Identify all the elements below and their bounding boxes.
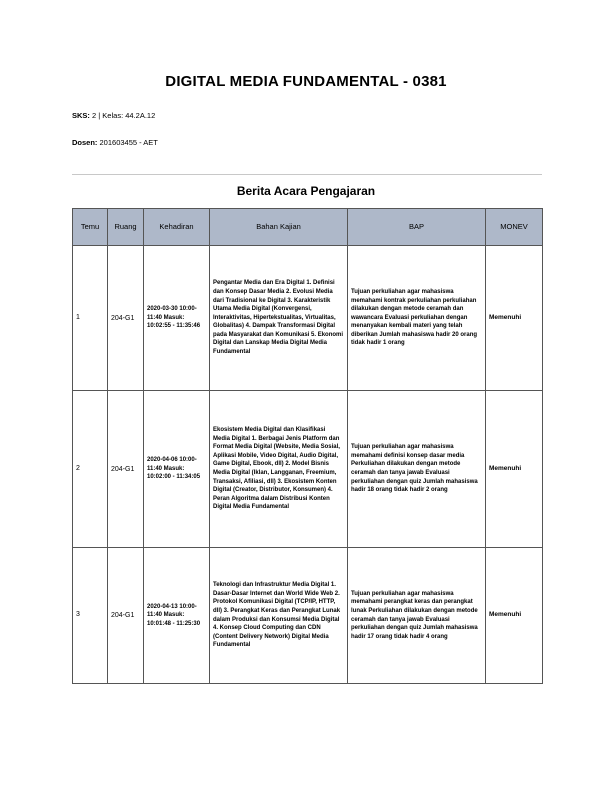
cell-ruang: 204-G1 [108,548,144,684]
header-ruang: Ruang [108,209,144,246]
table-header-row [73,209,543,246]
cell-ruang: 204-G1 [108,246,144,391]
cell-bahan-kajian: Teknologi dan Infrastruktur Media Digital 1. Dasar-Dasar Internet dan World Wide Web 2. Protokol Komunikasi Digital (TCP/IP, HTTP, dll) 3. Perangkat Keras dan Perangkat Lunak dalam Produksi dan Konsumsi Media Digital 4. Konsep Cloud Computing dan CDN (Content Delivery Network) Digital Media Fundamental [210,548,348,684]
dosen-value: 201603455 - AET [99,138,158,147]
dosen-line [72,138,158,147]
cell-bap: Tujuan perkuliahan agar mahasiswa memahami perangkat keras dan perangkat lunak Perkuliahan dilakukan dengan metode ceramah dan tanya jawab Evaluasi perkuliahan dengan quiz Jumlah mahasiswa hadir 17 orang tidak hadir 4 orang [348,548,486,684]
cell-temu: 2 [73,391,108,548]
cell-monev: Memenuhi [486,391,543,548]
sks-label: SKS: [72,111,90,120]
table-row [73,548,543,684]
document-title: DIGITAL MEDIA FUNDAMENTAL - 0381 [165,73,447,90]
dosen-label: Dosen: [72,138,98,147]
cell-temu: 1 [73,246,108,391]
cell-monev: Memenuhi [486,548,543,684]
section-title: Berita Acara Pengajaran [236,184,376,198]
cell-kehadiran: 2020-04-06 10:00-11:40 Masuk: 10:02:00 - 11:34:05 [144,391,210,548]
cell-temu: 3 [73,548,108,684]
cell-bap: Tujuan perkuliahan agar mahasiswa memahami kontrak perkuliahan perkuliahan dilakukan dengan metode ceramah dan wawancara Evaluasi perkuliahan dengan menanyakan kembali materi yang telah diberikan Jumlah mahasiswa hadir 20 orang tidak hadir 1 orang [348,246,486,391]
cell-bahan-kajian: Pengantar Media dan Era Digital 1. Definisi dan Konsep Dasar Media 2. Evolusi Media dari Tradisional ke Digital 3. Karakteristik Utama Media Digital (Konvergensi, Interaktivitas, Hipertekstualitas, Virtualitas, Globalitas) 4. Dampak Transformasi Digital pada Masyarakat dan Komunikasi 5. Ekonomi Digital dan Lanskap Media Digital Media Fundamental [210,246,348,391]
sks-kelas-value: 2 | Kelas: 44.2A.12 [92,111,156,120]
cell-bahan-kajian: Ekosistem Media Digital dan Klasifikasi Media Digital 1. Berbagai Jenis Platform dan Format Media Digital (Website, Media Sosial, Aplikasi Mobile, Video Digital, Audio Digital, Game Digital, Ebook, dll) 2. Model Bisnis Media Digital (Iklan, Langganan, Freemium, Transaksi, Afiliasi, dll) 3. Ekosistem Konten Digital (Creator, Distributor, Konsumen) 4. Peran Algoritma dalam Distribusi Konten Digital Media Fundamental [210,391,348,548]
header-monev: MONEV [486,209,543,246]
cell-bap: Tujuan perkuliahan agar mahasiswa memahami definisi konsep dasar media Perkuliahan dilakukan dengan metode ceramah dan tanya jawab Evaluasi perkuliahan dengan quiz Jumlah mahasiswa hadir 18 orang tidak hadir 2 orang [348,391,486,548]
sks-kelas-line [72,111,155,120]
bap-table [72,208,543,684]
table-row [73,391,543,548]
cell-ruang: 204-G1 [108,391,144,548]
divider [72,174,542,175]
header-kehadiran: Kehadiran [144,209,210,246]
header-bahan-kajian: Bahan Kajian [210,209,348,246]
table-row [73,246,543,391]
header-bap: BAP [348,209,486,246]
cell-kehadiran: 2020-04-13 10:00-11:40 Masuk: 10:01:48 - 11:25:30 [144,548,210,684]
header-temu: Temu [73,209,108,246]
cell-monev: Memenuhi [486,246,543,391]
cell-kehadiran: 2020-03-30 10:00-11:40 Masuk: 10:02:55 - 11:35:46 [144,246,210,391]
